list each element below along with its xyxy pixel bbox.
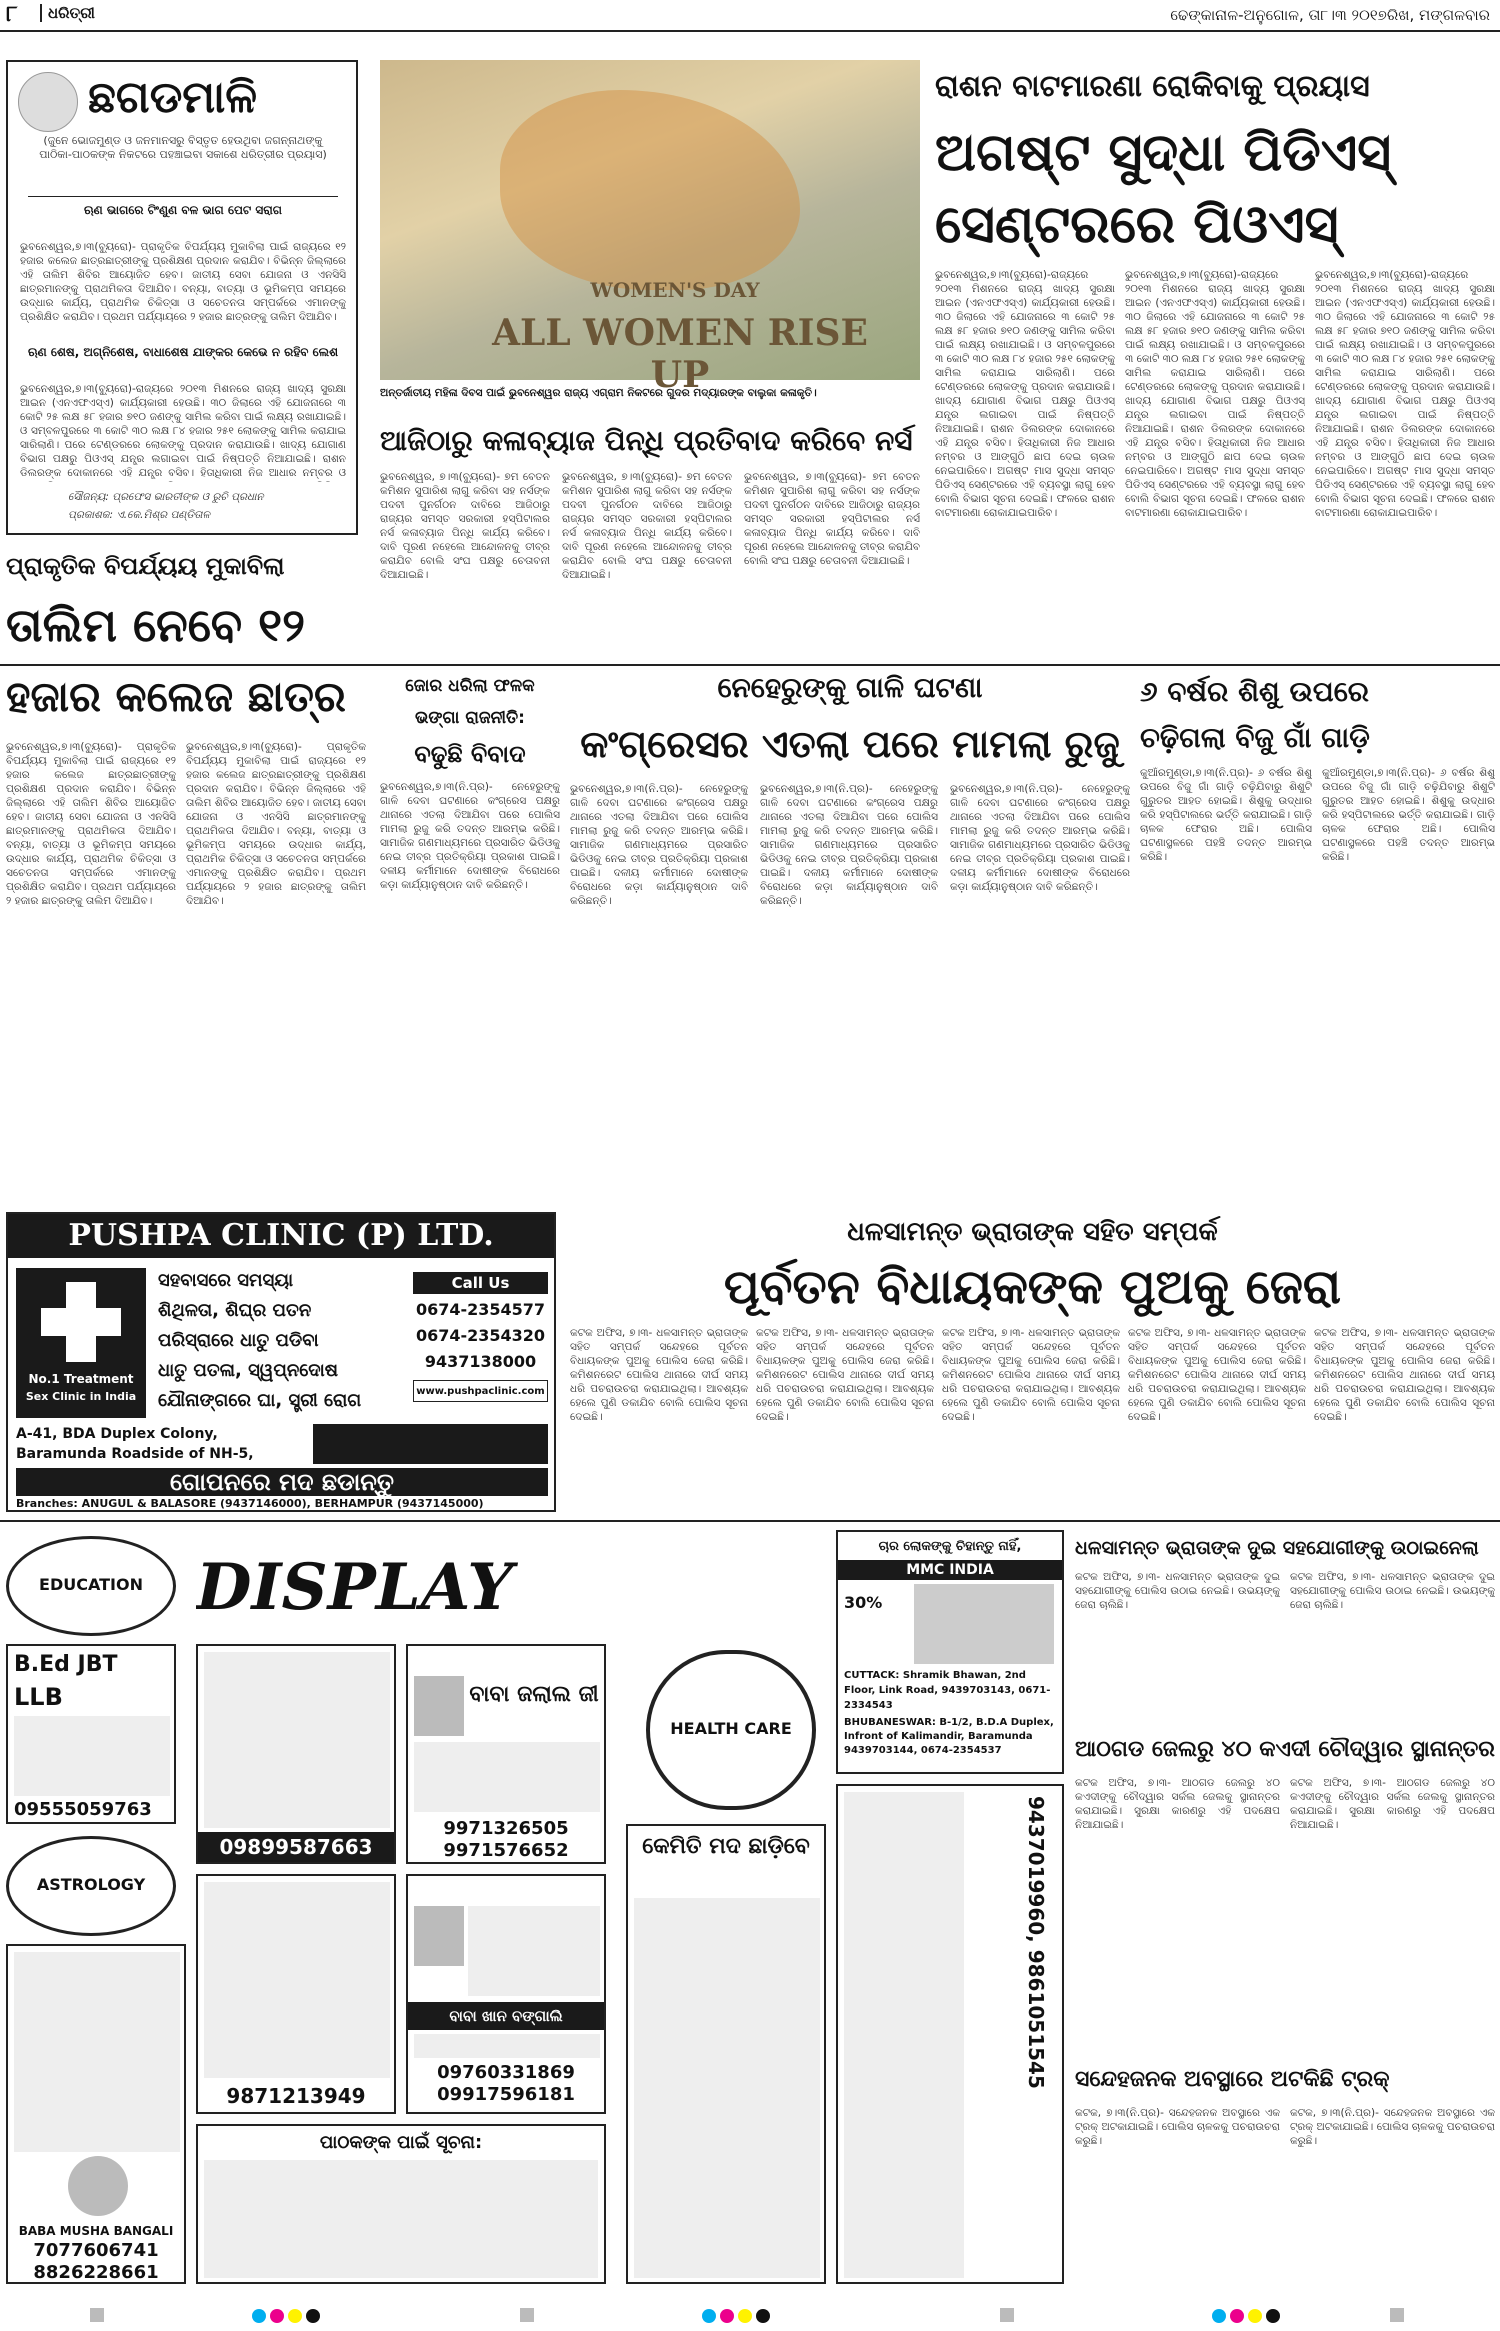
clinic-address: A-41, BDA Duplex Colony, Baramunda Roadside of NH-5, — [16, 1426, 254, 1462]
reader-notice-text — [204, 2160, 598, 2278]
disaster-headline-2: ହଜାର କଲେଜ ଛାତ୍ର — [6, 672, 346, 721]
reader-notice-title: ପାଠକଙ୍କ ପାଇଁ ସୂଚନା: — [319, 2132, 483, 2153]
child-headline-1: ୬ ବର୍ଷର ଶିଶୁ ଉପରେ — [1140, 675, 1369, 708]
disaster-body-col1: ଭୁବନେଶ୍ୱର,୭।୩(ବ୍ୟୁରୋ)- ପ୍ରାକୃତିକ ବିପର୍ଯ୍ୟୟ ମୁକାବିଲା ପାଇଁ ରାଜ୍ୟରେ ୧୨ ହଜାର କଲେଜ ଛାତ୍ରଛାତ୍ରୀଙ୍କୁ ପ୍ରଶିକ୍ଷଣ ପ୍ରଦାନ କରାଯିବ। ବିଭିନ୍ନ ଜିଲ୍ଲାରେ ଏହି ତାଲିମ ଶିବିର ଆୟୋଜିତ ହେବ। ଜାତୀୟ ସେବା ଯୋଜନା ଓ ଏନସିସି ଛାତ୍ରମାନଙ୍କୁ ପ୍ରାଥମିକତା ଦିଆଯିବ। ବନ୍ୟା, ବାତ୍ୟା ଓ ଭୂମିକମ୍ପ ସମୟରେ ଉଦ୍ଧାର କାର୍ଯ୍ୟ, ପ୍ରାଥମିକ ଚିକିତ୍ସା ଓ ସଚେତନତା ସମ୍ପର୍କରେ ଏମାନଙ୍କୁ ପ୍ରଶିକ୍ଷିତ କରାଯିବ। ପ୍ରଥମ ପର୍ଯ୍ୟାୟରେ ୨ ହଜାର ଛାତ୍ରଙ୍କୁ ତାଲିମ ଦିଆଯିବ। — [6, 741, 176, 907]
baba-khan-phone-1: 09760331869 — [437, 2062, 575, 2083]
relation-body-col3: କଟକ ଅଫିସ, ୭।୩- ଧଳସାମନ୍ତ ଭ୍ରାତାଙ୍କ ସହିତ ସମ୍ପର୍କ ସନ୍ଦେହରେ ପୂର୍ବତନ ବିଧାୟକଙ୍କ ପୁଅକୁ ପୋଲିସ ଜେରା କରିଛି। କମିଶନରେଟ ପୋଲିସ ଥାନାରେ ଦୀର୍ଘ ସମୟ ଧରି ପଚରାଉଚରା କରାଯାଇଥିଲା। ଆବଶ୍ୟକ ହେଲେ ପୁଣି ଡକାଯିବ ବୋଲି ପୋଲିସ ସୂଚନା ଦେଇଛି। — [942, 1327, 1120, 1423]
truck-body-col2: କଟକ, ୭।୩(ନି.ପ୍ର)- ସନ୍ଦେହଜନକ ଅବସ୍ଥାରେ ଏକ ଟ୍ରକ୍ ଅଟକାଯାଇଛି। ପୋଲିସ ଚାଳକକୁ ପଚରାଉଚରା କରୁଛି। — [1290, 2107, 1495, 2147]
edu-ad — [6, 1644, 176, 1824]
clinic-cross-panel — [16, 1268, 146, 1418]
clinic-line-3: ପରିସ୍ରାରେ ଧାତୁ ପଡିବା — [158, 1330, 319, 1351]
color-registration-dots-3 — [1210, 2308, 1300, 2322]
board-headline-1: ଜୋର ଧରିଲା ଫଳକ — [405, 676, 535, 696]
registration-mark-2 — [520, 2308, 534, 2322]
health-care-label: HEALTH CARE — [670, 1719, 792, 1738]
pushpa-clinic-ad — [6, 1212, 556, 1512]
baba-ad-1-phone: 09899587663 — [198, 1832, 394, 1862]
baba-khan-phone-2: 09917596181 — [437, 2084, 575, 2105]
nurses-headline: ଆଜିଠାରୁ କଳାବ୍ୟାଜ ପିନ୍ଧି ପ୍ରତିବାଦ କରିବେ ନର୍ସ — [380, 424, 913, 457]
photo-caption: ଅନ୍ତର୍ଜାତୀୟ ମହିଳା ଦିବସ ପାଇଁ ଭୁବନେଶ୍ୱର ରାଜ୍ୟ ଏଗ୍ରାମ ନିକଟରେ ଗୁଦର ମଦ୍ୟାରଙ୍କ ବାଲୁକା କଳାକୃତି। — [380, 387, 817, 399]
clinic-badge-1: No.1 Treatment — [28, 1372, 134, 1386]
nurses-body-col1: ଭୁବନେଶ୍ୱର, ୭।୩(ବ୍ୟୁରୋ)- ୭ମ ବେତନ କମିଶନ ସୁପାରିଶ ଲାଗୁ କରିବା ସହ ନର୍ସଙ୍କ ପଦବୀ ପୁନର୍ଗଠନ ଦାବିରେ ଆଜିଠାରୁ ରାଜ୍ୟର ସମସ୍ତ ସରକାରୀ ହସ୍ପିଟାଲର ନର୍ସ କଳାବ୍ୟାଜ ପିନ୍ଧି କାର୍ଯ୍ୟ କରିବେ। ଦାବି ପୂରଣ ନହେଲେ ଆନ୍ଦୋଳନକୁ ତୀବ୍ର କରାଯିବ ବୋଲି ସଂଘ ପକ୍ଷରୁ ଚେତାବନୀ ଦିଆଯାଇଛି। — [380, 471, 550, 581]
baba-ad-1 — [196, 1644, 396, 1864]
kaka-ad-text — [204, 1882, 390, 2078]
mmc-address-cuttack: CUTTACK: Shramik Bhawan, 2nd Floor, Link Road, 9439703143, 0671-2334543 — [844, 1670, 1051, 1711]
column-box — [6, 60, 358, 535]
column-publisher: ପ୍ରକାଶକ: ଏ.କେ.ମିଶ୍ର ପଣ୍ଡିତାଳ — [68, 509, 210, 521]
saint-photo — [414, 1676, 464, 1736]
relation-body-col1: କଟକ ଅଫିସ, ୭।୩- ଧଳସାମନ୍ତ ଭ୍ରାତାଙ୍କ ସହିତ ସମ୍ପର୍କ ସନ୍ଦେହରେ ପୂର୍ବତନ ବିଧାୟକଙ୍କ ପୁଅକୁ ପୋଲିସ ଜେରା କରିଛି। କମିଶନରେଟ ପୋଲିସ ଥାନାରେ ଦୀର୍ଘ ସମୟ ଧରି ପଚରାଉଚରା କରାଯାଇଥିଲା। ଆବଶ୍ୟକ ହେଲେ ପୁଣି ଡକାଯିବ ବୋଲି ପୋଲିସ ସୂଚନା ଦେଇଛି। — [570, 1327, 748, 1423]
saint-photo-2 — [414, 1906, 464, 1966]
relation-body-col5: କଟକ ଅଫିସ, ୭।୩- ଧଳସାମନ୍ତ ଭ୍ରାତାଙ୍କ ସହିତ ସମ୍ପର୍କ ସନ୍ଦେହରେ ପୂର୍ବତନ ବିଧାୟକଙ୍କ ପୁଅକୁ ପୋଲିସ ଜେରା କରିଛି। କମିଶନରେଟ ପୋଲିସ ଥାନାରେ ଦୀର୍ଘ ସମୟ ଧରି ପଚରାଉଚରା କରାଯାଇଥିଲା। ଆବଶ୍ୟକ ହେଲେ ପୁଣି ଡକାଯିବ ବୋଲି ପୋଲିସ ସୂଚନା ଦେଇଛି। — [1314, 1327, 1495, 1423]
lead-headline-2: ସେଣ୍ଟରରେ ପିଓଏସ୍ — [935, 195, 1339, 255]
clinic-branches: Branches: ANUGUL & BALASORE (9437146000), BERHAMPUR (9437145000) — [16, 1497, 484, 1510]
vertical-ad — [836, 1784, 1064, 2284]
clinic-line-2: ଶିଥିଳତା, ଶିଘ୍ର ପତନ — [158, 1300, 312, 1321]
kaka-ad — [196, 1874, 396, 2114]
print-marks-strip — [0, 2300, 1500, 2330]
vertical-ad-text — [844, 1792, 964, 2278]
clinic-call-label: Call Us — [413, 1272, 548, 1294]
baba-ad-1-text — [204, 1652, 390, 1828]
column-intro: (ଜୁନେ ଭୋଜମୁଣ୍ଡ ଓ ଜନମାନସରୁ ବିସ୍ତୃତ ହେଉଥିବା ଜଗନ୍ନାଥଙ୍କୁ ପାଠିକା-ପାଠକଙ୍କ ନିକଟରେ ପହଞ୍ଚାଇବା ସକାଶେ ଧରିତ୍ରୀର ପ୍ରୟାସ) — [39, 134, 327, 161]
clinic-phone-2: 0674-2354320 — [415, 1326, 546, 1345]
disaster-kicker: ପ୍ରାକୃତିକ ବିପର୍ଯ୍ୟୟ ମୁକାବିଲା — [6, 552, 285, 580]
kemiti-text — [634, 1898, 820, 2278]
column-title: ଛଗଡମାଳି — [88, 72, 258, 123]
child-headline-2: ଚଢ଼ିଗଲା ବିଜୁ ଗାଁ ଗାଡ଼ି — [1140, 721, 1370, 754]
sand-text-rise-up: ALL WOMEN RISE UP — [492, 312, 868, 396]
relation-kicker: ଧଳସାମନ୍ତ ଭ୍ରାତାଙ୍କ ସହିତ ସମ୍ପର୍କ — [847, 1217, 1218, 1247]
kemiti-ad — [626, 1824, 826, 2284]
page-number: ୮ — [6, 2, 18, 27]
classified-block — [6, 1530, 1064, 2290]
lead-body-col3: ଭୁବନେଶ୍ୱର,୭।୩(ବ୍ୟୁରୋ)-ରାଜ୍ୟରେ ୨୦୧୩ ମିଶନରେ ରାଜ୍ୟ ଖାଦ୍ୟ ସୁରକ୍ଷା ଆଇନ (ଏନଏଫଏସ୍ଏ) କାର୍ଯ୍ୟକାରୀ ହେଉଛି। ୩୦ ଜିଲାରେ ଏହି ଯୋଜନାରେ ୩ କୋଟି ୨୫ ଲକ୍ଷ ୫୮ ହଜାର ୭୧୦ ଜଣଙ୍କୁ ସାମିଲ କରିବା ପାଇଁ ଲକ୍ଷ୍ୟ ରଖାଯାଇଛି। ଓ ସମ୍ବଳପୁରରେ ୩ କୋଟି ୩୦ ଲକ୍ଷ ୮୪ ହଜାର ୨୫୧ ଲୋକଙ୍କୁ ସାମିଲ କରାଯାଇ ସାରିଲାଣି। ପରେ ଟେଣ୍ଡରରେ ଲୋକଙ୍କୁ ପ୍ରଦାନ କରାଯାଉଛି। ଖାଦ୍ୟ ଯୋଗାଣ ବିଭାଗ ପକ୍ଷରୁ ପିଓଏସ୍ ଯନ୍ତ୍ର ଲଗାଇବା ପାଇଁ ନିଷ୍ପତ୍ତି ନିଆଯାଇଛି। ରାଶନ ଡିଲରଙ୍କ ଦୋକାନରେ ଏହି ଯନ୍ତ୍ର ବସିବ। ହିତାଧିକାରୀ ନିଜ ଆଧାର ନମ୍ବର ଓ ଆଙ୍ଗୁଠି ଛାପ ଦେଇ ଚାଉଳ ନେଇପାରିବେ। ଅଗଷ୍ଟ ମାସ ସୁଦ୍ଧା ସମସ୍ତ ପିଡିଏସ୍ ସେଣ୍ଟରରେ ଏହି ବ୍ୟବସ୍ଥା ଲାଗୁ ହେବ ବୋଲି ବିଭାଗ ସୂଚନା ଦେଇଛି। ଫଳରେ ରାଶନ ବାଟମାରଣା ରୋକାଯାଇପାରିବ। — [1315, 269, 1495, 519]
police-body-col2: କଟକ ଅଫିସ, ୭।୩- ଧଳସାମନ୍ତ ଭ୍ରାତାଙ୍କ ଦୁଇ ସହଯୋଗୀଙ୍କୁ ପୋଲିସ ଉଠାଇ ନେଇଛି। ଉଭୟଙ୍କୁ ଜେରା ଚାଲିଛି। — [1290, 1571, 1495, 1611]
astrology-ad — [6, 1944, 186, 2284]
baba-jalal-phone-1: 9971326505 — [443, 1818, 569, 1839]
mmc-offer: 30% — [844, 1593, 883, 1612]
column-subhead-2: ଋଣ ଶେଷ, ଅଗ୍ନିଶେଷ, ବାଧାଶେଷ ଯାଙ୍କର କେଭେ ନ ରହିବ ଲେଶ — [28, 345, 338, 359]
divider — [28, 196, 338, 197]
police-body-col1: କଟକ ଅଫିସ, ୭।୩- ଧଳସାମନ୍ତ ଭ୍ରାତାଙ୍କ ଦୁଇ ସହଯୋଗୀଙ୍କୁ ପୋଲିସ ଉଠାଇ ନେଇଛି। ଉଭୟଙ୍କୁ ଜେରା ଚାଲିଛି। — [1075, 1571, 1280, 1611]
child-body-col1: କୁଆଁରମୁଣ୍ଡା,୭।୩(ନି.ପ୍ର)- ୬ ବର୍ଷର ଶିଶୁ ଉପରେ ବିଜୁ ଗାଁ ଗାଡ଼ି ଚଢ଼ିଯିବାରୁ ଶିଶୁଟି ଗୁରୁତର ଆହତ ହୋଇଛି। ଶିଶୁକୁ ଉଦ୍ଧାର କରି ହସ୍ପିଟାଲରେ ଭର୍ତ୍ତି କରାଯାଇଛି। ଗାଡ଼ି ଚାଳକ ଫେରାର ଅଛି। ପୋଲିସ ଘଟଣାସ୍ଥଳରେ ପହଞ୍ଚି ତଦନ୍ତ ଆରମ୍ଭ କରିଛି। — [1140, 767, 1312, 863]
llb-label: LLB — [14, 1683, 63, 1711]
relation-body-col2: କଟକ ଅଫିସ, ୭।୩- ଧଳସାମନ୍ତ ଭ୍ରାତାଙ୍କ ସହିତ ସମ୍ପର୍କ ସନ୍ଦେହରେ ପୂର୍ବତନ ବିଧାୟକଙ୍କ ପୁଅକୁ ପୋଲିସ ଜେରା କରିଛି। କମିଶନରେଟ ପୋଲିସ ଥାନାରେ ଦୀର୍ଘ ସମୟ ଧରି ପଚରାଉଚରା କରାଯାଇଥିଲା। ଆବଶ୍ୟକ ହେଲେ ପୁଣି ଡକାଯିବ ବୋଲି ପୋଲିସ ସୂଚନା ଦେଇଛି। — [756, 1327, 934, 1423]
clinic-website: www.pushpaclinic.com — [413, 1380, 548, 1402]
edition-date: ଢେଙ୍କାନାଳ-ଅନୁଗୋଳ, ତା୮।୩ ୨୦୧୭ରିଖ, ମଙ୍ଗଳବାର — [1170, 6, 1490, 24]
column-body-2: ଭୁବନେଶ୍ୱର,୭।୩(ବ୍ୟୁରୋ)-ରାଜ୍ୟରେ ୨୦୧୩ ମିଶନରେ ରାଜ୍ୟ ଖାଦ୍ୟ ସୁରକ୍ଷା ଆଇନ (ଏନଏଫଏସ୍ଏ) କାର୍ଯ୍ୟକାରୀ ହେଉଛି। ୩୦ ଜିଲାରେ ଏହି ଯୋଜନାରେ ୩ କୋଟି ୨୫ ଲକ୍ଷ ୫୮ ହଜାର ୭୧୦ ଜଣଙ୍କୁ ସାମିଲ କରିବା ପାଇଁ ଲକ୍ଷ୍ୟ ରଖାଯାଇଛି। ଓ ସମ୍ବଳପୁରରେ ୩ କୋଟି ୩୦ ଲକ୍ଷ ୮୪ ହଜାର ୨୫୧ ଲୋକଙ୍କୁ ସାମିଲ କରାଯାଇ ସାରିଲାଣି। ପରେ ଟେଣ୍ଡରରେ ଲୋକଙ୍କୁ ପ୍ରଦାନ କରାଯାଉଛି। ଖାଦ୍ୟ ଯୋଗାଣ ବିଭାଗ ପକ୍ଷରୁ ପିଓଏସ୍ ଯନ୍ତ୍ର ଲଗାଇବା ପାଇଁ ନିଷ୍ପତ୍ତି ନିଆଯାଇଛି। ରାଶନ ଡିଲରଙ୍କ ଦୋକାନରେ ଏହି ଯନ୍ତ୍ର ବସିବ। ହିତାଧିକାରୀ ନିଜ ଆଧାର ନମ୍ବର ଓ — [20, 383, 346, 479]
clinic-slogan: ଗୋପନରେ ମଦ ଛଡାନ୍ତୁ — [16, 1468, 548, 1496]
registration-mark-3 — [1000, 2308, 1014, 2322]
board-body: ଭୁବନେଶ୍ୱର,୭।୩(ନି.ପ୍ର)- ନେହେରୁଙ୍କୁ ଗାଳି ଦେବା ଘଟଣାରେ କଂଗ୍ରେସ ପକ୍ଷରୁ ଥାନାରେ ଏତଲା ଦିଆଯିବା ପରେ ପୋଲିସ ମାମଲା ରୁଜୁ କରି ତଦନ୍ତ ଆରମ୍ଭ କରିଛି। ସାମାଜିକ ଗଣମାଧ୍ୟମରେ ପ୍ରସାରିତ ଭିଡିଓକୁ ନେଇ ତୀବ୍ର ପ୍ରତିକ୍ରିୟା ପ୍ରକାଶ ପାଇଛି। ଦଳୀୟ କର୍ମୀମାନେ ଦୋଷୀଙ୍କ ବିରୋଧରେ କଡ଼ା କାର୍ଯ୍ୟାନୁଷ୍ଠାନ ଦାବି କରିଛନ୍ତି। — [380, 781, 560, 891]
kemiti-title: କେମିତି ମଦ ଛାଡ଼ିବେ — [642, 1834, 810, 1859]
truck-headline: ସନ୍ଦେହଜନକ ଅବସ୍ଥାରେ ଅଟକିଛି ଟ୍ରକ୍ — [1075, 2067, 1390, 2092]
lead-body-col2: ଭୁବନେଶ୍ୱର,୭।୩(ବ୍ୟୁରୋ)-ରାଜ୍ୟରେ ୨୦୧୩ ମିଶନରେ ରାଜ୍ୟ ଖାଦ୍ୟ ସୁରକ୍ଷା ଆଇନ (ଏନଏଫଏସ୍ଏ) କାର୍ଯ୍ୟକାରୀ ହେଉଛି। ୩୦ ଜିଲାରେ ଏହି ଯୋଜନାରେ ୩ କୋଟି ୨୫ ଲକ୍ଷ ୫୮ ହଜାର ୭୧୦ ଜଣଙ୍କୁ ସାମିଲ କରିବା ପାଇଁ ଲକ୍ଷ୍ୟ ରଖାଯାଇଛି। ଓ ସମ୍ବଳପୁରରେ ୩ କୋଟି ୩୦ ଲକ୍ଷ ୮୪ ହଜାର ୨୫୧ ଲୋକଙ୍କୁ ସାମିଲ କରାଯାଇ ସାରିଲାଣି। ପରେ ଟେଣ୍ଡରରେ ଲୋକଙ୍କୁ ପ୍ରଦାନ କରାଯାଉଛି। ଖାଦ୍ୟ ଯୋଗାଣ ବିଭାଗ ପକ୍ଷରୁ ପିଓଏସ୍ ଯନ୍ତ୍ର ଲଗାଇବା ପାଇଁ ନିଷ୍ପତ୍ତି ନିଆଯାଇଛି। ରାଶନ ଡିଲରଙ୍କ ଦୋକାନରେ ଏହି ଯନ୍ତ୍ର ବସିବ। ହିତାଧିକାରୀ ନିଜ ଆଧାର ନମ୍ବର ଓ ଆଙ୍ଗୁଠି ଛାପ ଦେଇ ଚାଉଳ ନେଇପାରିବେ। ଅଗଷ୍ଟ ମାସ ସୁଦ୍ଧା ସମସ୍ତ ପିଡିଏସ୍ ସେଣ୍ଟରରେ ଏହି ବ୍ୟବସ୍ଥା ଲାଗୁ ହେବ ବୋଲି ବିଭାଗ ସୂଚନା ଦେଇଛି। ଫଳରେ ରାଶନ ବାଟମାରଣା ରୋକାଯାଇପାରିବ। — [1125, 269, 1305, 519]
clinic-hours-panel — [313, 1424, 548, 1464]
mmc-address-bbsr: BHUBANESWAR: B-1/2, B.D.A Duplex, Infront of Kalimandir, Baramunda 9439703144, 0674-2354537 — [844, 1717, 1054, 1756]
baba-khan-ad — [406, 1874, 606, 2114]
disaster-body-col2: ଭୁବନେଶ୍ୱର,୭।୩(ବ୍ୟୁରୋ)- ପ୍ରାକୃତିକ ବିପର୍ଯ୍ୟୟ ମୁକାବିଲା ପାଇଁ ରାଜ୍ୟରେ ୧୨ ହଜାର କଲେଜ ଛାତ୍ରଛାତ୍ରୀଙ୍କୁ ପ୍ରଶିକ୍ଷଣ ପ୍ରଦାନ କରାଯିବ। ବିଭିନ୍ନ ଜିଲ୍ଲାରେ ଏହି ତାଲିମ ଶିବିର ଆୟୋଜିତ ହେବ। ଜାତୀୟ ସେବା ଯୋଜନା ଓ ଏନସିସି ଛାତ୍ରମାନଙ୍କୁ ପ୍ରାଥମିକତା ଦିଆଯିବ। ବନ୍ୟା, ବାତ୍ୟା ଓ ଭୂମିକମ୍ପ ସମୟରେ ଉଦ୍ଧାର କାର୍ଯ୍ୟ, ପ୍ରାଥମିକ ଚିକିତ୍ସା ଓ ସଚେତନତା ସମ୍ପର୍କରେ ଏମାନଙ୍କୁ ପ୍ରଶିକ୍ଷିତ କରାଯିବ। ପ୍ରଥମ ପର୍ଯ୍ୟାୟରେ ୨ ହଜାର ଛାତ୍ରଙ୍କୁ ତାଲିମ ଦିଆଯିବ। — [186, 741, 366, 907]
astrologer-photo — [68, 2156, 128, 2216]
education-label: EDUCATION — [39, 1575, 143, 1594]
vertical-ad-phone: 9437019960, 9861051545 — [1024, 1796, 1048, 2089]
clinic-phone-1: 0674-2354577 — [415, 1300, 546, 1319]
mmc-brand: MMC INDIA — [838, 1560, 1062, 1580]
prisoner-body-col1: କଟକ ଅଫିସ, ୭।୩- ଆଠଗଡ ଜେଲରୁ ୪୦ କଏଦୀଙ୍କୁ ଚୌଦ୍ୱାର ସର୍କଲ ଜେଲକୁ ସ୍ଥାନାନ୍ତର କରାଯାଇଛି। ସୁରକ୍ଷା କାରଣରୁ ଏହି ପଦକ୍ଷେପ ନିଆଯାଇଛି। — [1075, 1777, 1280, 1831]
baba-jalal-text — [414, 1742, 600, 1812]
edu-phone: 09555059763 — [14, 1799, 152, 1820]
registration-mark-4 — [1390, 2308, 1404, 2322]
newspaper-logo: ଧରିତ୍ରୀ — [40, 4, 95, 22]
edu-ad-details — [14, 1716, 170, 1796]
congress-body-col2: ଭୁବନେଶ୍ୱର,୭।୩(ନି.ପ୍ର)- ନେହେରୁଙ୍କୁ ଗାଳି ଦେବା ଘଟଣାରେ କଂଗ୍ରେସ ପକ୍ଷରୁ ଥାନାରେ ଏତଲା ଦିଆଯିବା ପରେ ପୋଲିସ ମାମଲା ରୁଜୁ କରି ତଦନ୍ତ ଆରମ୍ଭ କରିଛି। ସାମାଜିକ ଗଣମାଧ୍ୟମରେ ପ୍ରସାରିତ ଭିଡିଓକୁ ନେଇ ତୀବ୍ର ପ୍ରତିକ୍ରିୟା ପ୍ରକାଶ ପାଇଛି। ଦଳୀୟ କର୍ମୀମାନେ ଦୋଷୀଙ୍କ ବିରୋଧରେ କଡ଼ା କାର୍ଯ୍ୟାନୁଷ୍ଠାନ ଦାବି କରିଛନ୍ତି। — [760, 783, 938, 907]
sand-text-womens-day: WOMEN'S DAY — [590, 278, 760, 302]
column-body: ଭୁବନେଶ୍ୱର,୭।୩(ବ୍ୟୁରୋ)- ପ୍ରାକୃତିକ ବିପର୍ଯ୍ୟୟ ମୁକାବିଲା ପାଇଁ ରାଜ୍ୟରେ ୧୨ ହଜାର କଲେଜ ଛାତ୍ରଛାତ୍ରୀଙ୍କୁ ପ୍ରଶିକ୍ଷଣ ପ୍ରଦାନ କରାଯିବ। ବିଭିନ୍ନ ଜିଲ୍ଲାରେ ଏହି ତାଲିମ ଶିବିର ଆୟୋଜିତ ହେବ। ଜାତୀୟ ସେବା ଯୋଜନା ଓ ଏନସିସି ଛାତ୍ରମାନଙ୍କୁ ପ୍ରାଥମିକତା ଦିଆଯିବ। ବନ୍ୟା, ବାତ୍ୟା ଓ ଭୂମିକମ୍ପ ସମୟରେ ଉଦ୍ଧାର କାର୍ଯ୍ୟ, ପ୍ରାଥମିକ ଚିକିତ୍ସା ଓ ସଚେତନତା ସମ୍ପର୍କରେ ଏମାନଙ୍କୁ ପ୍ରଶିକ୍ଷିତ କରାଯିବ। ପ୍ରଥମ ପର୍ଯ୍ୟାୟରେ ୨ ହଜାର ଛାତ୍ରଙ୍କୁ ତାଲିମ ଦିଆଯିବ। — [20, 241, 346, 323]
board-headline-3: ବଢୁଛି ବିବାଦ — [414, 740, 526, 768]
registration-mark — [90, 2308, 104, 2322]
medical-cross-icon-bar — [41, 1308, 121, 1336]
baba-jalal-title: ବାବା ଜଲାଲ ଜୀ — [469, 1682, 599, 1707]
astrologer-phone-2: 8826228661 — [33, 2262, 159, 2283]
lead-body-col1: ଭୁବନେଶ୍ୱର,୭।୩(ବ୍ୟୁରୋ)-ରାଜ୍ୟରେ ୨୦୧୩ ମିଶନରେ ରାଜ୍ୟ ଖାଦ୍ୟ ସୁରକ୍ଷା ଆଇନ (ଏନଏଫଏସ୍ଏ) କାର୍ଯ୍ୟକାରୀ ହେଉଛି। ୩୦ ଜିଲାରେ ଏହି ଯୋଜନାରେ ୩ କୋଟି ୨୫ ଲକ୍ଷ ୫୮ ହଜାର ୭୧୦ ଜଣଙ୍କୁ ସାମିଲ କରିବା ପାଇଁ ଲକ୍ଷ୍ୟ ରଖାଯାଇଛି। ଓ ସମ୍ବଳପୁରରେ ୩ କୋଟି ୩୦ ଲକ୍ଷ ୮୪ ହଜାର ୨୫୧ ଲୋକଙ୍କୁ ସାମିଲ କରାଯାଇ ସାରିଲାଣି। ପରେ ଟେଣ୍ଡରରେ ଲୋକଙ୍କୁ ପ୍ରଦାନ କରାଯାଉଛି। ଖାଦ୍ୟ ଯୋଗାଣ ବିଭାଗ ପକ୍ଷରୁ ପିଓଏସ୍ ଯନ୍ତ୍ର ଲଗାଇବା ପାଇଁ ନିଷ୍ପତ୍ତି ନିଆଯାଇଛି। ରାଶନ ଡିଲରଙ୍କ ଦୋକାନରେ ଏହି ଯନ୍ତ୍ର ବସିବ। ହିତାଧିକାରୀ ନିଜ ଆଧାର ନମ୍ବର ଓ ଆଙ୍ଗୁଠି ଛାପ ଦେଇ ଚାଉଳ ନେଇପାରିବେ। ଅଗଷ୍ଟ ମାସ ସୁଦ୍ଧା ସମସ୍ତ ପିଡିଏସ୍ ସେଣ୍ଟରରେ ଏହି ବ୍ୟବସ୍ଥା ଲାଗୁ ହେବ ବୋଲି ବିଭାଗ ସୂଚନା ଦେଇଛି। ଫଳରେ ରାଶନ ବାଟମାରଣା ରୋକାଯାଇପାରିବ। — [935, 269, 1115, 519]
relation-headline: ପୂର୍ବତନ ବିଧାୟକଙ୍କ ପୁଅକୁ ଜେରା — [723, 1259, 1342, 1315]
clinic-phone-3: 9437138000 — [424, 1352, 537, 1371]
lead-kicker: ରାଶନ ବାଟମାରଣା ରୋକିବାକୁ ପ୍ରୟାସ — [935, 69, 1370, 104]
police-headline: ଧଳସାମନ୍ତ ଭ୍ରାତାଙ୍କ ଦୁଇ ସହଯୋଗୀଙ୍କୁ ଉଠାଇନେଲା — [1075, 1537, 1479, 1559]
nurses-body-col3: ଭୁବନେଶ୍ୱର, ୭।୩(ବ୍ୟୁରୋ)- ୭ମ ବେତନ କମିଶନ ସୁପାରିଶ ଲାଗୁ କରିବା ସହ ନର୍ସଙ୍କ ପଦବୀ ପୁନର୍ଗଠନ ଦାବିରେ ଆଜିଠାରୁ ରାଜ୍ୟର ସମସ୍ତ ସରକାରୀ ହସ୍ପିଟାଲର ନର୍ସ କଳାବ୍ୟାଜ ପିନ୍ଧି କାର୍ଯ୍ୟ କରିବେ। ଦାବି ପୂରଣ ନହେଲେ ଆନ୍ଦୋଳନକୁ ତୀବ୍ର କରାଯିବ ବୋଲି ସଂଘ ପକ୍ଷରୁ ଚେତାବନୀ ଦିଆଯାଇଛି। — [744, 471, 920, 567]
clinic-line-1: ସହବାସରେ ସମସ୍ୟା — [158, 1270, 294, 1291]
clinic-name: PUSHPA CLINIC (P) LTD. — [8, 1214, 554, 1258]
bed-jbt-label: B.Ed JBT — [14, 1652, 118, 1677]
congress-kicker: ନେହେରୁଙ୍କୁ ଗାଳି ଘଟଣା — [717, 671, 983, 704]
clinic-line-4: ଧାତୁ ପତଳା, ସ୍ୱପ୍ନଦୋଷ — [158, 1360, 339, 1381]
prisoner-headline: ଆଠଗଡ ଜେଲରୁ ୪୦ କଏଦୀ ଚୌଦ୍ୱାର ସ୍ଥାନାନ୍ତର — [1075, 1737, 1495, 1762]
cartoon-faces-icon — [18, 72, 78, 132]
astrology-label: ASTROLOGY — [36, 1875, 146, 1894]
color-registration-dots — [250, 2308, 340, 2322]
mmc-headline: ଚାର ଲୋକଙ୍କୁ ଚିହାନ୍ତୁ ନାହିଁ, — [878, 1539, 1022, 1554]
prisoner-body-col2: କଟକ ଅଫିସ, ୭।୩- ଆଠଗଡ ଜେଲରୁ ୪୦ କଏଦୀଙ୍କୁ ଚୌଦ୍ୱାର ସର୍କଲ ଜେଲକୁ ସ୍ଥାନାନ୍ତର କରାଯାଇଛି। ସୁରକ୍ଷା କାରଣରୁ ଏହି ପଦକ୍ଷେପ ନିଆଯାଇଛି। — [1290, 1777, 1495, 1831]
baba-jalal-phone-2: 9971576652 — [443, 1840, 569, 1861]
section-divider-2 — [0, 1520, 1500, 1522]
relation-body-col4: କଟକ ଅଫିସ, ୭।୩- ଧଳସାମନ୍ତ ଭ୍ରାତାଙ୍କ ସହିତ ସମ୍ପର୍କ ସନ୍ଦେହରେ ପୂର୍ବତନ ବିଧାୟକଙ୍କ ପୁଅକୁ ପୋଲିସ ଜେରା କରିଛି। କମିଶନରେଟ ପୋଲିସ ଥାନାରେ ଦୀର୍ଘ ସମୟ ଧରି ପଚରାଉଚରା କରାଯାଇଥିଲା। ଆବଶ୍ୟକ ହେଲେ ପୁଣି ଡକାଯିବ ବୋଲି ପୋଲିସ ସୂଚନା ଦେଇଛି। — [1128, 1327, 1306, 1423]
baba-khan-name: ବାବା ଖାନ ବଙ୍ଗାଲି — [408, 2002, 604, 2030]
disaster-headline-1: ତାଲିମ ନେବେ ୧୨ — [6, 598, 306, 652]
child-body-col2: କୁଆଁରମୁଣ୍ଡା,୭।୩(ନି.ପ୍ର)- ୬ ବର୍ଷର ଶିଶୁ ଉପରେ ବିଜୁ ଗାଁ ଗାଡ଼ି ଚଢ଼ିଯିବାରୁ ଶିଶୁଟି ଗୁରୁତର ଆହତ ହୋଇଛି। ଶିଶୁକୁ ଉଦ୍ଧାର କରି ହସ୍ପିଟାଲରେ ଭର୍ତ୍ତି କରାଯାଇଛି। ଗାଡ଼ି ଚାଳକ ଫେରାର ଅଛି। ପୋଲିସ ଘଟଣାସ୍ଥଳରେ ପହଞ୍ଚି ତଦନ୍ତ ଆରମ୍ଭ କରିଛି। — [1322, 767, 1495, 863]
reader-notice — [196, 2124, 606, 2284]
astrologer-name: BABA MUSHA BANGALI — [18, 2224, 174, 2238]
nurses-body-col2: ଭୁବନେଶ୍ୱର, ୭।୩(ବ୍ୟୁରୋ)- ୭ମ ବେତନ କମିଶନ ସୁପାରିଶ ଲାଗୁ କରିବା ସହ ନର୍ସଙ୍କ ପଦବୀ ପୁନର୍ଗଠନ ଦାବିରେ ଆଜିଠାରୁ ରାଜ୍ୟର ସମସ୍ତ ସରକାରୀ ହସ୍ପିଟାଲର ନର୍ସ କଳାବ୍ୟାଜ ପିନ୍ଧି କାର୍ଯ୍ୟ କରିବେ। ଦାବି ପୂରଣ ନହେଲେ ଆନ୍ଦୋଳନକୁ ତୀବ୍ର କରାଯିବ ବୋଲି ସଂଘ ପକ୍ଷରୁ ଚେତାବନୀ ଦିଆଯାଇଛି। — [562, 471, 732, 581]
board-headline-2: ଭଙ୍ଗା ରାଜନୀତି: — [415, 708, 525, 728]
congress-body-col3: ଭୁବନେଶ୍ୱର,୭।୩(ନି.ପ୍ର)- ନେହେରୁଙ୍କୁ ଗାଳି ଦେବା ଘଟଣାରେ କଂଗ୍ରେସ ପକ୍ଷରୁ ଥାନାରେ ଏତଲା ଦିଆଯିବା ପରେ ପୋଲିସ ମାମଲା ରୁଜୁ କରି ତଦନ୍ତ ଆରମ୍ଭ କରିଛି। ସାମାଜିକ ଗଣମାଧ୍ୟମରେ ପ୍ରସାରିତ ଭିଡିଓକୁ ନେଇ ତୀବ୍ର ପ୍ରତିକ୍ରିୟା ପ୍ରକାଶ ପାଇଛି। ଦଳୀୟ କର୍ମୀମାନେ ଦୋଷୀଙ୍କ ବିରୋଧରେ କଡ଼ା କାର୍ଯ୍ୟାନୁଷ୍ଠାନ ଦାବି କରିଛନ୍ତି। — [950, 783, 1130, 893]
astrologer-phone-1: 7077606741 — [33, 2240, 159, 2261]
congress-body-col1: ଭୁବନେଶ୍ୱର,୭।୩(ନି.ପ୍ର)- ନେହେରୁଙ୍କୁ ଗାଳି ଦେବା ଘଟଣାରେ କଂଗ୍ରେସ ପକ୍ଷରୁ ଥାନାରେ ଏତଲା ଦିଆଯିବା ପରେ ପୋଲିସ ମାମଲା ରୁଜୁ କରି ତଦନ୍ତ ଆରମ୍ଭ କରିଛି। ସାମାଜିକ ଗଣମାଧ୍ୟମରେ ପ୍ରସାରିତ ଭିଡିଓକୁ ନେଇ ତୀବ୍ର ପ୍ରତିକ୍ରିୟା ପ୍ରକାଶ ପାଇଛି। ଦଳୀୟ କର୍ମୀମାନେ ଦୋଷୀଙ୍କ ବିରୋଧରେ କଡ଼ା କାର୍ଯ୍ୟାନୁଷ୍ଠାନ ଦାବି କରିଛନ୍ତି। — [570, 783, 748, 907]
lead-headline-1: ଅଗଷ୍ଟ ସୁଦ୍ଧା ପିଡିଏସ୍ — [935, 123, 1392, 183]
baba-jalal-ad — [406, 1644, 606, 1864]
mmc-india-ad — [836, 1530, 1064, 1774]
kaka-phone: 9871213949 — [226, 2084, 366, 2108]
astrology-ad-text — [14, 1952, 180, 2152]
color-registration-dots-2 — [700, 2308, 790, 2322]
masthead-strip — [0, 0, 1500, 32]
clinic-line-5: ଯୌନାଙ୍ଗରେ ଘା, ସ୍ତ୍ରୀ ରୋଗ — [158, 1390, 362, 1411]
classified-title: DISPLAY — [196, 1550, 513, 1625]
column-credit: ସୌଜନ୍ୟ: ପ୍ରଫେସ ଭାରତୀଙ୍କ ଓ ରୁଚି ପ୍ରଧାନ — [68, 491, 264, 503]
clinic-badge-2: Sex Clinic in India — [25, 1390, 137, 1403]
truck-body-col1: କଟକ, ୭।୩(ନି.ପ୍ର)- ସନ୍ଦେହଜନକ ଅବସ୍ଥାରେ ଏକ ଟ୍ରକ୍ ଅଟକାଯାଇଛି। ପୋଲିସ ଚାଳକକୁ ପଚରାଉଚରା କରୁଛି। — [1075, 2107, 1280, 2147]
baba-khan-services — [414, 2034, 600, 2058]
mmc-hair-photo — [914, 1584, 1054, 1664]
sand-sculpture — [500, 90, 800, 290]
column-subhead: ଋଣ ଭାଗରେ ଟିଂଣୁଣ ବଳ ଭାଗ ପେଟ ସରାଗ — [84, 203, 282, 217]
congress-headline: କଂଗ୍ରେସର ଏତଲା ପରେ ମାମଲା ରୁଜୁ — [580, 722, 1120, 766]
baba-khan-text — [468, 1906, 600, 1996]
